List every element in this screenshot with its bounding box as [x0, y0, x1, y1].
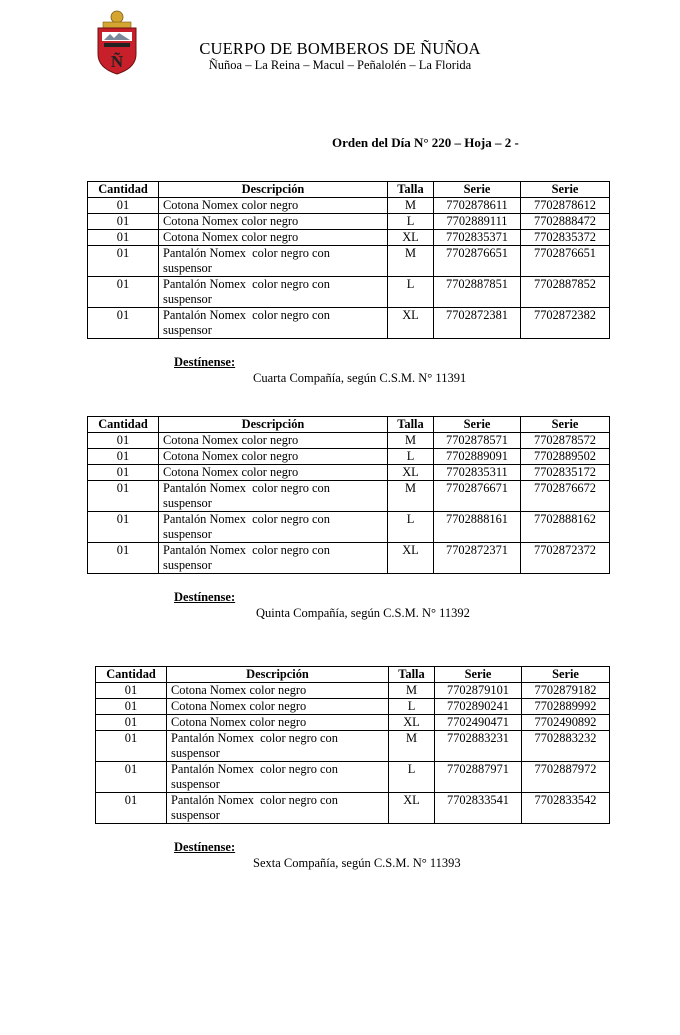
serial-cell: 7702889502: [521, 449, 610, 465]
table-header-row: [96, 667, 610, 683]
serial-cell: 7702878611: [434, 198, 521, 214]
quantity-cell: 01: [88, 433, 159, 449]
description-line: Pantalón Nomex color negro con: [171, 762, 338, 776]
description-cell: [167, 683, 389, 699]
size-cell: M: [388, 246, 434, 277]
serial-cell: 7702878571: [434, 433, 521, 449]
description-cell: [167, 715, 389, 731]
quantity-cell: 01: [96, 793, 167, 824]
serial-cell: 7702876651: [434, 246, 521, 277]
serial-cell: 7702872371: [434, 543, 521, 574]
serial-cell: 7702490892: [522, 715, 610, 731]
serial-cell: 7702833542: [522, 793, 610, 824]
column-header: Cantidad: [88, 182, 159, 198]
serial-cell: 7702887972: [522, 762, 610, 793]
description-line: suspensor: [163, 323, 212, 337]
column-header: Descripción: [159, 182, 388, 198]
table-row: [88, 543, 610, 574]
serial-cell: 7702883232: [522, 731, 610, 762]
quantity-cell: 01: [88, 198, 159, 214]
serial-cell: 7702888162: [521, 512, 610, 543]
description-line: Pantalón Nomex color negro con: [163, 308, 330, 322]
table-row: [88, 308, 610, 339]
destinense-label: Destínense:: [174, 840, 236, 854]
quantity-cell: 01: [96, 762, 167, 793]
table-row: [96, 793, 610, 824]
size-cell: L: [388, 277, 434, 308]
serial-cell: 7702876672: [521, 481, 610, 512]
table-row: [88, 246, 610, 277]
size-cell: L: [389, 762, 435, 793]
column-header: Serie: [521, 182, 610, 198]
organization-title: CUERPO DE BOMBEROS DE ÑUÑOA: [199, 39, 481, 58]
serial-cell: 7702835311: [434, 465, 521, 481]
description-line: suspensor: [163, 558, 212, 572]
description-line: Pantalón Nomex color negro con: [163, 543, 330, 557]
description-line: Cotona Nomex color negro: [163, 198, 299, 212]
serial-cell: 7702835371: [434, 230, 521, 246]
table-row: [88, 433, 610, 449]
serial-cell: 7702879101: [435, 683, 522, 699]
description-cell: [167, 699, 389, 715]
items-table-quinta: [87, 416, 610, 574]
destinense-label: Destínense:: [174, 590, 236, 604]
quantity-cell: 01: [88, 246, 159, 277]
size-cell: M: [388, 481, 434, 512]
serial-cell: 7702490471: [435, 715, 522, 731]
table-row: [88, 465, 610, 481]
table-row: [96, 683, 610, 699]
size-cell: M: [389, 683, 435, 699]
size-cell: M: [389, 731, 435, 762]
description-line: suspensor: [171, 808, 220, 822]
column-header: Talla: [389, 667, 435, 683]
quantity-cell: 01: [88, 543, 159, 574]
serial-cell: 7702887851: [434, 277, 521, 308]
logo-letter: Ñ: [110, 52, 124, 71]
quantity-cell: 01: [96, 683, 167, 699]
description-cell: [159, 246, 388, 277]
description-line: Cotona Nomex color negro: [163, 433, 299, 447]
size-cell: XL: [388, 308, 434, 339]
column-header: Cantidad: [96, 667, 167, 683]
table-row: [96, 762, 610, 793]
description-line: Pantalón Nomex color negro con: [171, 793, 338, 807]
column-header: Serie: [521, 417, 610, 433]
size-cell: XL: [388, 465, 434, 481]
table-row: [88, 449, 610, 465]
destination-text: Cuarta Compañía, según C.S.M. N° 11391: [253, 371, 467, 385]
description-line: Cotona Nomex color negro: [171, 683, 307, 697]
table-row: [88, 481, 610, 512]
quantity-cell: 01: [88, 214, 159, 230]
items-table-cuarta: [87, 181, 610, 339]
quantity-cell: 01: [88, 481, 159, 512]
fire-department-shield-icon: [95, 8, 139, 76]
column-header: Talla: [388, 417, 434, 433]
description-cell: [159, 543, 388, 574]
serial-cell: 7702835172: [521, 465, 610, 481]
table-row: [96, 699, 610, 715]
description-cell: [159, 277, 388, 308]
column-header: Descripción: [167, 667, 389, 683]
description-cell: [159, 230, 388, 246]
description-line: suspensor: [171, 777, 220, 791]
serial-cell: 7702887852: [521, 277, 610, 308]
description-line: suspensor: [163, 527, 212, 541]
items-table-sexta: [95, 666, 610, 824]
description-cell: [167, 762, 389, 793]
description-line: Cotona Nomex color negro: [163, 465, 299, 479]
table-header-row: [88, 417, 610, 433]
serial-cell: 7702876671: [434, 481, 521, 512]
description-line: suspensor: [163, 261, 212, 275]
table-row: [88, 277, 610, 308]
description-cell: [167, 793, 389, 824]
serial-cell: 7702872381: [434, 308, 521, 339]
description-cell: [159, 433, 388, 449]
size-cell: XL: [389, 793, 435, 824]
size-cell: M: [388, 198, 434, 214]
destinense-label: Destínense:: [174, 355, 236, 369]
serial-cell: 7702889111: [434, 214, 521, 230]
serial-cell: 7702889091: [434, 449, 521, 465]
serial-cell: 7702879182: [522, 683, 610, 699]
serial-cell: 7702872382: [521, 308, 610, 339]
description-line: Pantalón Nomex color negro con: [163, 277, 330, 291]
column-header: Talla: [388, 182, 434, 198]
description-cell: [159, 214, 388, 230]
description-cell: [159, 449, 388, 465]
description-line: Pantalón Nomex color negro con: [171, 731, 338, 745]
size-cell: L: [389, 699, 435, 715]
serial-cell: 7702872372: [521, 543, 610, 574]
description-line: Pantalón Nomex color negro con: [163, 246, 330, 260]
description-cell: [159, 465, 388, 481]
description-line: Pantalón Nomex color negro con: [163, 481, 330, 495]
quantity-cell: 01: [88, 465, 159, 481]
serial-cell: 7702878572: [521, 433, 610, 449]
table-row: [88, 512, 610, 543]
destination-text: Sexta Compañía, según C.S.M. N° 11393: [253, 856, 461, 870]
description-cell: [159, 512, 388, 543]
column-header: Serie: [434, 417, 521, 433]
table-row: [88, 214, 610, 230]
quantity-cell: 01: [96, 699, 167, 715]
description-line: Cotona Nomex color negro: [163, 230, 299, 244]
serial-cell: 7702883231: [435, 731, 522, 762]
column-header: Cantidad: [88, 417, 159, 433]
description-line: Cotona Nomex color negro: [171, 699, 307, 713]
serial-cell: 7702878612: [521, 198, 610, 214]
serial-cell: 7702887971: [435, 762, 522, 793]
quantity-cell: 01: [88, 512, 159, 543]
description-cell: [159, 308, 388, 339]
serial-cell: 7702835372: [521, 230, 610, 246]
description-line: Pantalón Nomex color negro con: [163, 512, 330, 526]
column-header: Descripción: [159, 417, 388, 433]
description-line: suspensor: [163, 292, 212, 306]
description-line: suspensor: [171, 746, 220, 760]
column-header: Serie: [434, 182, 521, 198]
organization-subtitle: Ñuñoa – La Reina – Macul – Peñalolén – La Florida: [208, 58, 472, 72]
table-row: [96, 715, 610, 731]
description-cell: [167, 731, 389, 762]
serial-cell: 7702889992: [522, 699, 610, 715]
order-of-day-heading: Orden del Día N° 220 – Hoja – 2 -: [332, 135, 519, 150]
size-cell: XL: [388, 230, 434, 246]
description-line: Cotona Nomex color negro: [163, 449, 299, 463]
quantity-cell: 01: [96, 715, 167, 731]
serial-cell: 7702876651: [521, 246, 610, 277]
table-row: [88, 230, 610, 246]
destination-text: Quinta Compañía, según C.S.M. N° 11392: [256, 606, 470, 620]
size-cell: M: [388, 433, 434, 449]
quantity-cell: 01: [88, 449, 159, 465]
size-cell: XL: [388, 543, 434, 574]
description-cell: [159, 481, 388, 512]
column-header: Serie: [435, 667, 522, 683]
serial-cell: 7702888472: [521, 214, 610, 230]
quantity-cell: 01: [96, 731, 167, 762]
column-header: Serie: [522, 667, 610, 683]
description-line: suspensor: [163, 496, 212, 510]
quantity-cell: 01: [88, 308, 159, 339]
quantity-cell: 01: [88, 277, 159, 308]
serial-cell: 7702890241: [435, 699, 522, 715]
serial-cell: 7702888161: [434, 512, 521, 543]
size-cell: L: [388, 512, 434, 543]
description-line: Cotona Nomex color negro: [163, 214, 299, 228]
size-cell: XL: [389, 715, 435, 731]
size-cell: L: [388, 449, 434, 465]
serial-cell: 7702833541: [435, 793, 522, 824]
description-line: Cotona Nomex color negro: [171, 715, 307, 729]
table-header-row: [88, 182, 610, 198]
table-row: [88, 198, 610, 214]
quantity-cell: 01: [88, 230, 159, 246]
size-cell: L: [388, 214, 434, 230]
table-row: [96, 731, 610, 762]
description-cell: [159, 198, 388, 214]
